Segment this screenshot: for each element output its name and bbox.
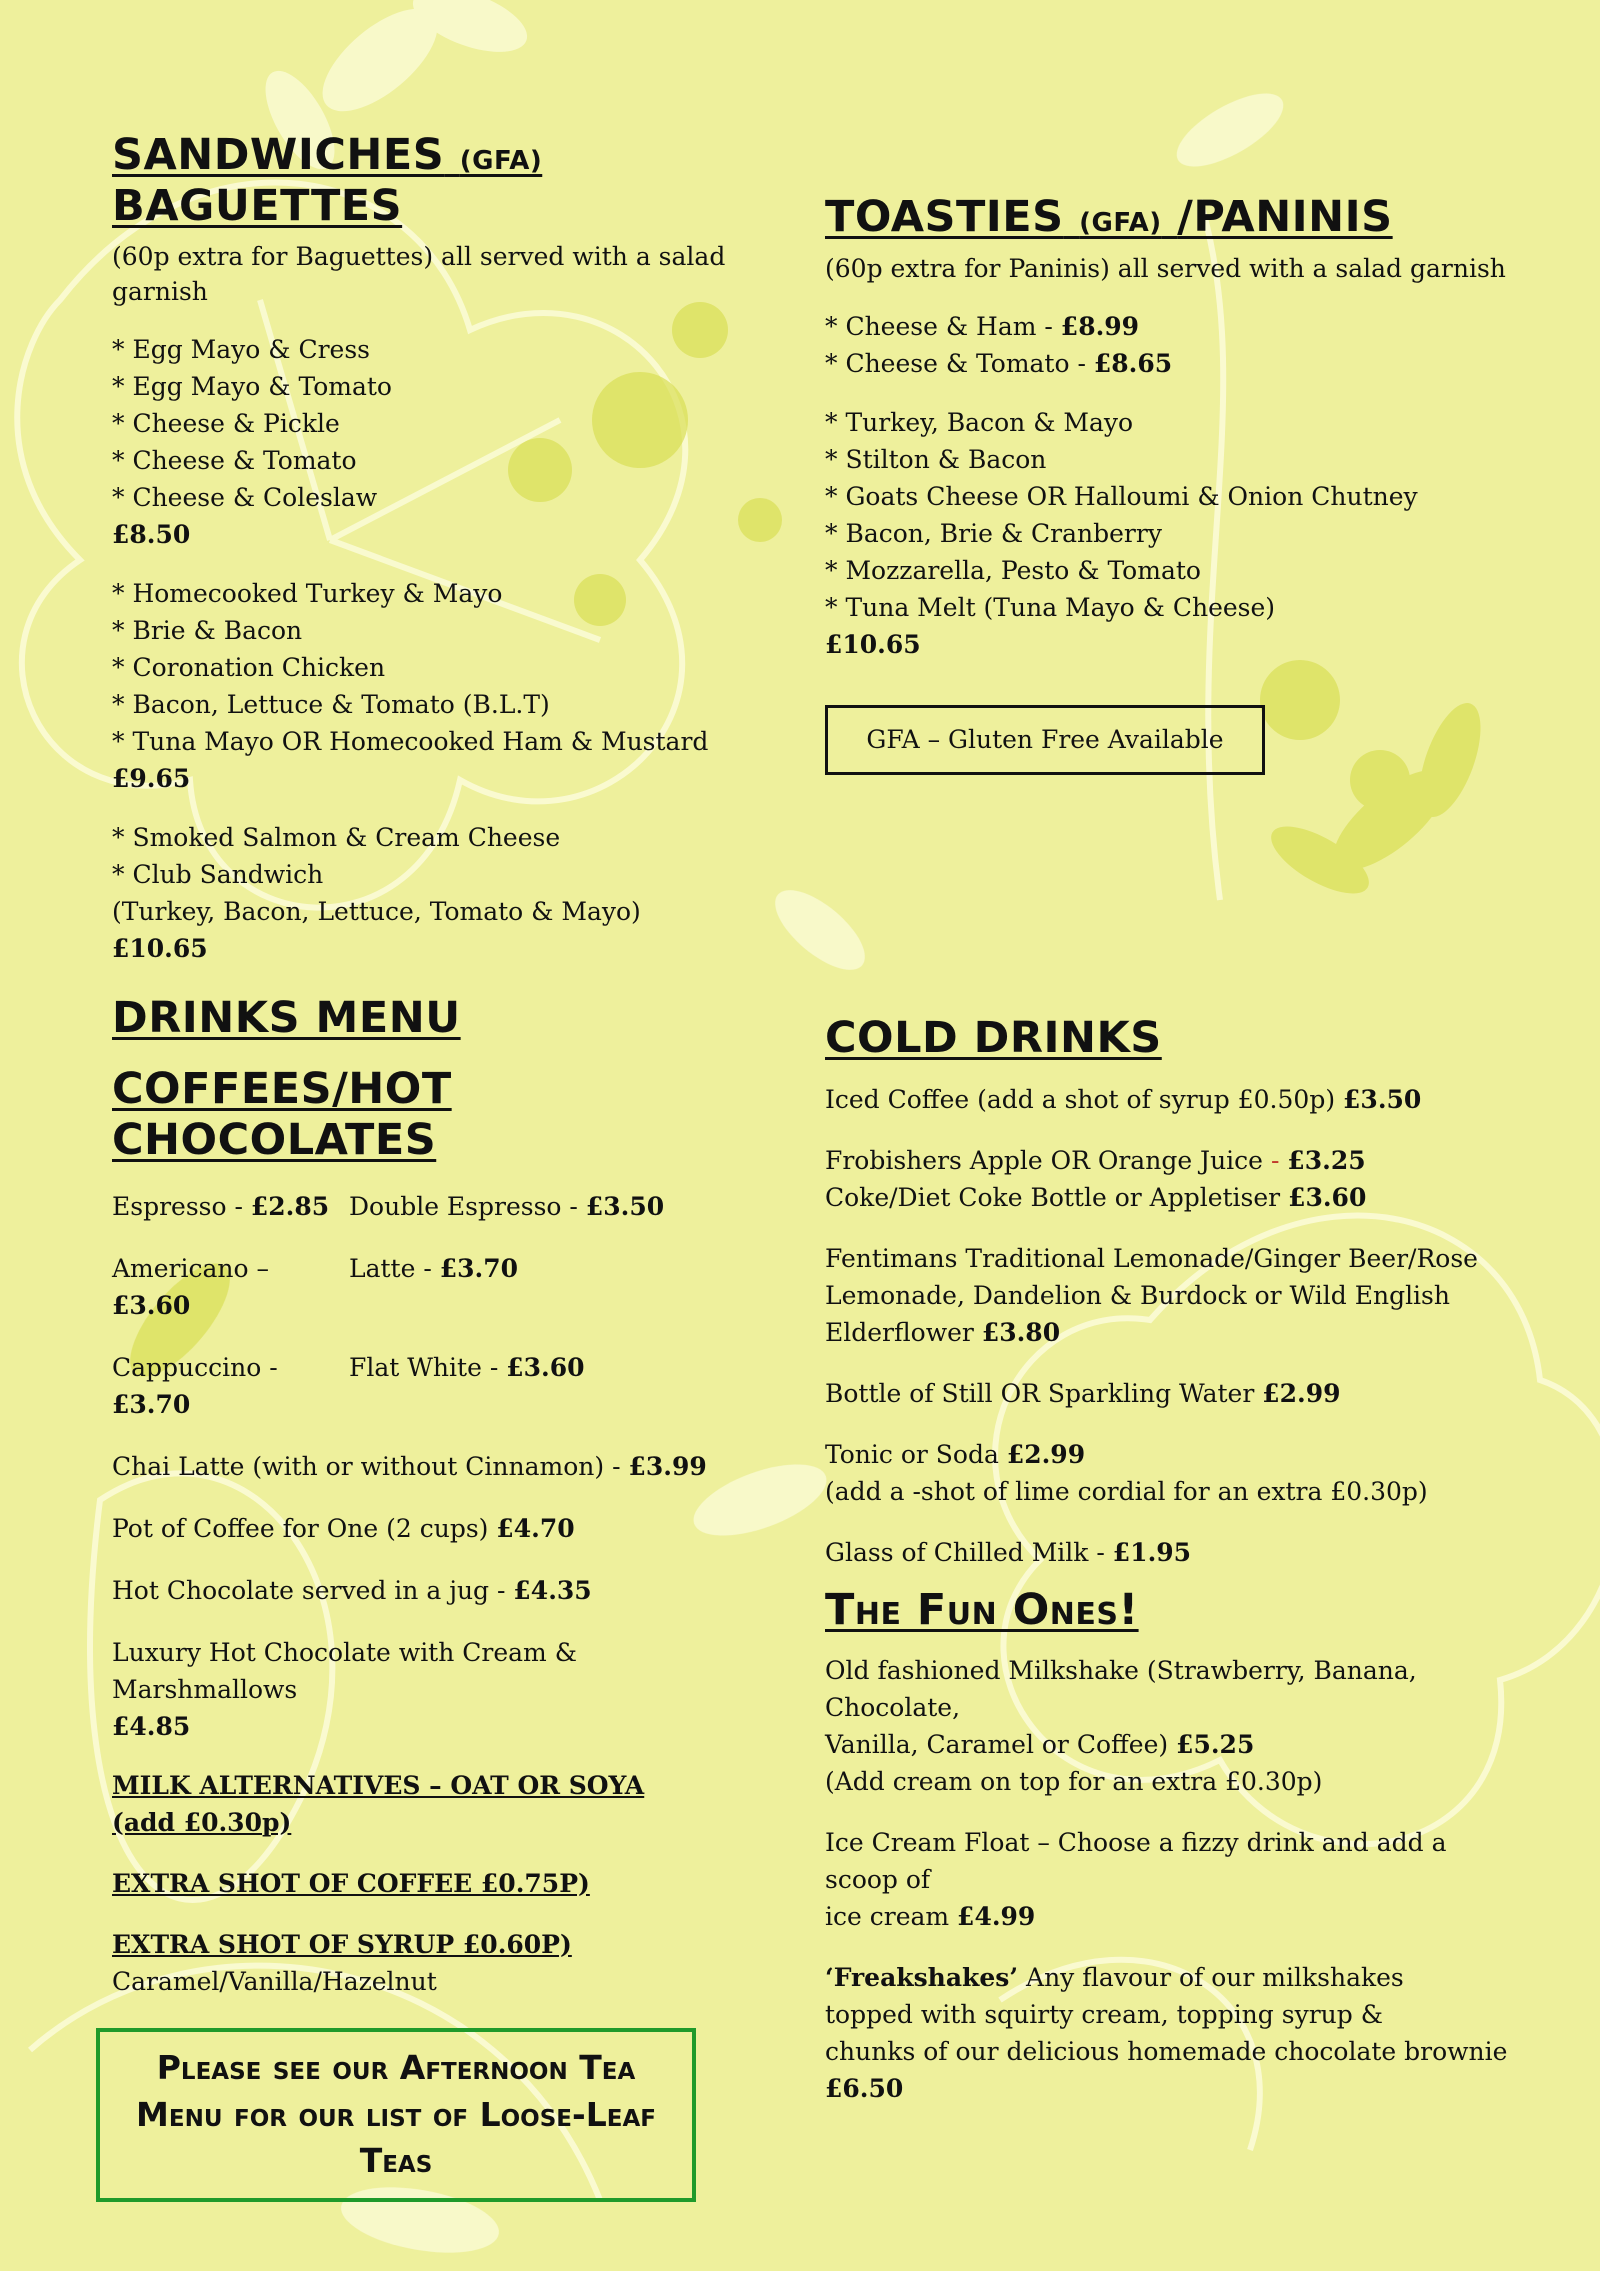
toastie-group-2 [825,404,1525,663]
menu-row: Vanilla, Caramel or Coffee) £5.25 [825,1730,1255,1760]
list-item: * Cheese & Ham - £8.99 [825,311,1140,341]
toasties-heading: TOASTIES (GFA) /PANINIS [825,192,1393,242]
toasties-note: (60p extra for Paninis) all served with a salad garnish [825,253,1506,283]
menu-row: Elderflower £3.80 [825,1318,1061,1348]
menu-row: Glass of Chilled Milk - £1.95 [825,1538,1192,1568]
sandwiches-heading: SANDWICHES (GFA) BAGUETTES [112,130,543,231]
menu-row: Hot Chocolate served in a jug - £4.35 [112,1575,592,1605]
coffee-list [112,1188,752,2000]
price: £10.65 [825,629,921,659]
price: £6.50 [825,2074,904,2104]
menu-row: (Add cream on top for an extra £0.30p) [825,1767,1323,1797]
menu-row: Pot of Coffee for One (2 cups) £4.70 [112,1513,575,1543]
list-item: * Brie & Bacon [112,616,303,646]
list-item: * Stilton & Bacon [825,444,1047,474]
menu-row: ‘Freakshakes’ Any flavour of our milkshakes [825,1963,1404,1993]
menu-row: Luxury Hot Chocolate with Cream & Marshmallows [112,1637,577,1704]
gfa-notice: GFA – Gluten Free Available [825,705,1265,775]
right-column [825,192,1525,2107]
menu-row: Cappuccino - £3.70 Flat White - £3.60 [112,1352,585,1419]
list-item: * Egg Mayo & Cress [112,335,371,365]
list-item: * Coronation Chicken [112,653,386,683]
list-item: * Mozzarella, Pesto & Tomato [825,555,1201,585]
price: £9.65 [112,764,191,794]
menu-row: (add a -shot of lime cordial for an extra £0.30p) [825,1477,1428,1507]
cold-drinks-heading: COLD DRINKS [825,1012,1162,1063]
menu-row: Fentimans Traditional Lemonade/Ginger Beer/Rose [825,1244,1478,1274]
list-item: * Bacon, Brie & Cranberry [825,518,1162,548]
toastie-group-1 [825,308,1525,382]
menu-row: topped with squirty cream, topping syrup & [825,2000,1383,2030]
list-item: * Tuna Melt (Tuna Mayo & Cheese) [825,592,1276,622]
list-item: * Tuna Mayo OR Homecooked Ham & Mustard [112,727,709,757]
list-item: * Cheese & Tomato [112,446,357,476]
list-item: * Homecooked Turkey & Mayo [112,579,503,609]
sandwich-group-1 [112,331,752,553]
menu-row: Tonic or Soda £2.99 [825,1440,1086,1470]
menu-row: Americano – £3.60 Latte - £3.70 [112,1253,519,1320]
menu-row: Iced Coffee (add a shot of syrup £0.50p) £3.50 [825,1085,1422,1115]
menu-row: chunks of our delicious homemade chocolate brownie [825,2037,1508,2067]
drinks-menu-heading: DRINKS MENU [112,993,461,1044]
milk-alternatives: MILK ALTERNATIVES – OAT OR SOYA [112,1770,645,1800]
menu-row: Ice Cream Float – Choose a fizzy drink and add a scoop of [825,1828,1447,1895]
menu-row: Frobishers Apple OR Orange Juice - £3.25 [825,1146,1366,1176]
menu-row: Chai Latte (with or without Cinnamon) - £3.99 [112,1451,707,1481]
fun-ones-heading: The Fun Ones! [825,1585,1139,1636]
coffees-heading: COFFEES/HOT CHOCOLATES [112,1064,452,1165]
price: £10.65 [112,934,208,964]
sandwiches-note: (60p extra for Baguettes) all served with a salad garnish [112,242,726,307]
menu-row: Lemonade, Dandelion & Burdock or Wild English [825,1281,1450,1311]
price: £4.85 [112,1711,191,1741]
menu-row: ice cream £4.99 [825,1902,1036,1932]
menu-row: Espresso - £2.85 Double Espresso - £3.50 [112,1191,665,1221]
list-item: * Smoked Salmon & Cream Cheese [112,823,561,853]
extra-coffee: EXTRA SHOT OF COFFEE £0.75P) [112,1868,590,1898]
sandwich-group-2 [112,575,752,797]
milk-alternatives-price: (add £0.30p) [112,1807,292,1837]
extra-syrup: EXTRA SHOT OF SYRUP £0.60P) [112,1929,572,1959]
list-item: * Bacon, Lettuce & Tomato (B.L.T) [112,690,550,720]
list-item: * Egg Mayo & Tomato [112,372,392,402]
list-item: (Turkey, Bacon, Lettuce, Tomato & Mayo) [112,897,641,927]
cold-drinks-list [825,1081,1525,1571]
sandwich-group-3 [112,819,752,967]
list-item: * Turkey, Bacon & Mayo [825,407,1134,437]
menu-row: Bottle of Still OR Sparkling Water £2.99 [825,1379,1341,1409]
afternoon-tea-notice: Please see our Afternoon Tea Menu for our list of Loose-Leaf Teas [96,2028,696,2202]
list-item: * Cheese & Pickle [112,409,340,439]
menu-row: Old fashioned Milkshake (Strawberry, Banana, Chocolate, [825,1656,1417,1723]
list-item: * Cheese & Tomato - £8.65 [825,348,1173,378]
menu-row: Coke/Diet Coke Bottle or Appletiser £3.60 [825,1183,1367,1213]
syrup-flavours: Caramel/Vanilla/Hazelnut [112,1966,437,1996]
left-column [112,130,752,2202]
list-item: * Goats Cheese OR Halloumi & Onion Chutney [825,481,1418,511]
list-item: * Cheese & Coleslaw [112,483,378,513]
list-item: * Club Sandwich [112,860,324,890]
price: £8.50 [112,520,191,550]
fun-list [825,1652,1525,2107]
